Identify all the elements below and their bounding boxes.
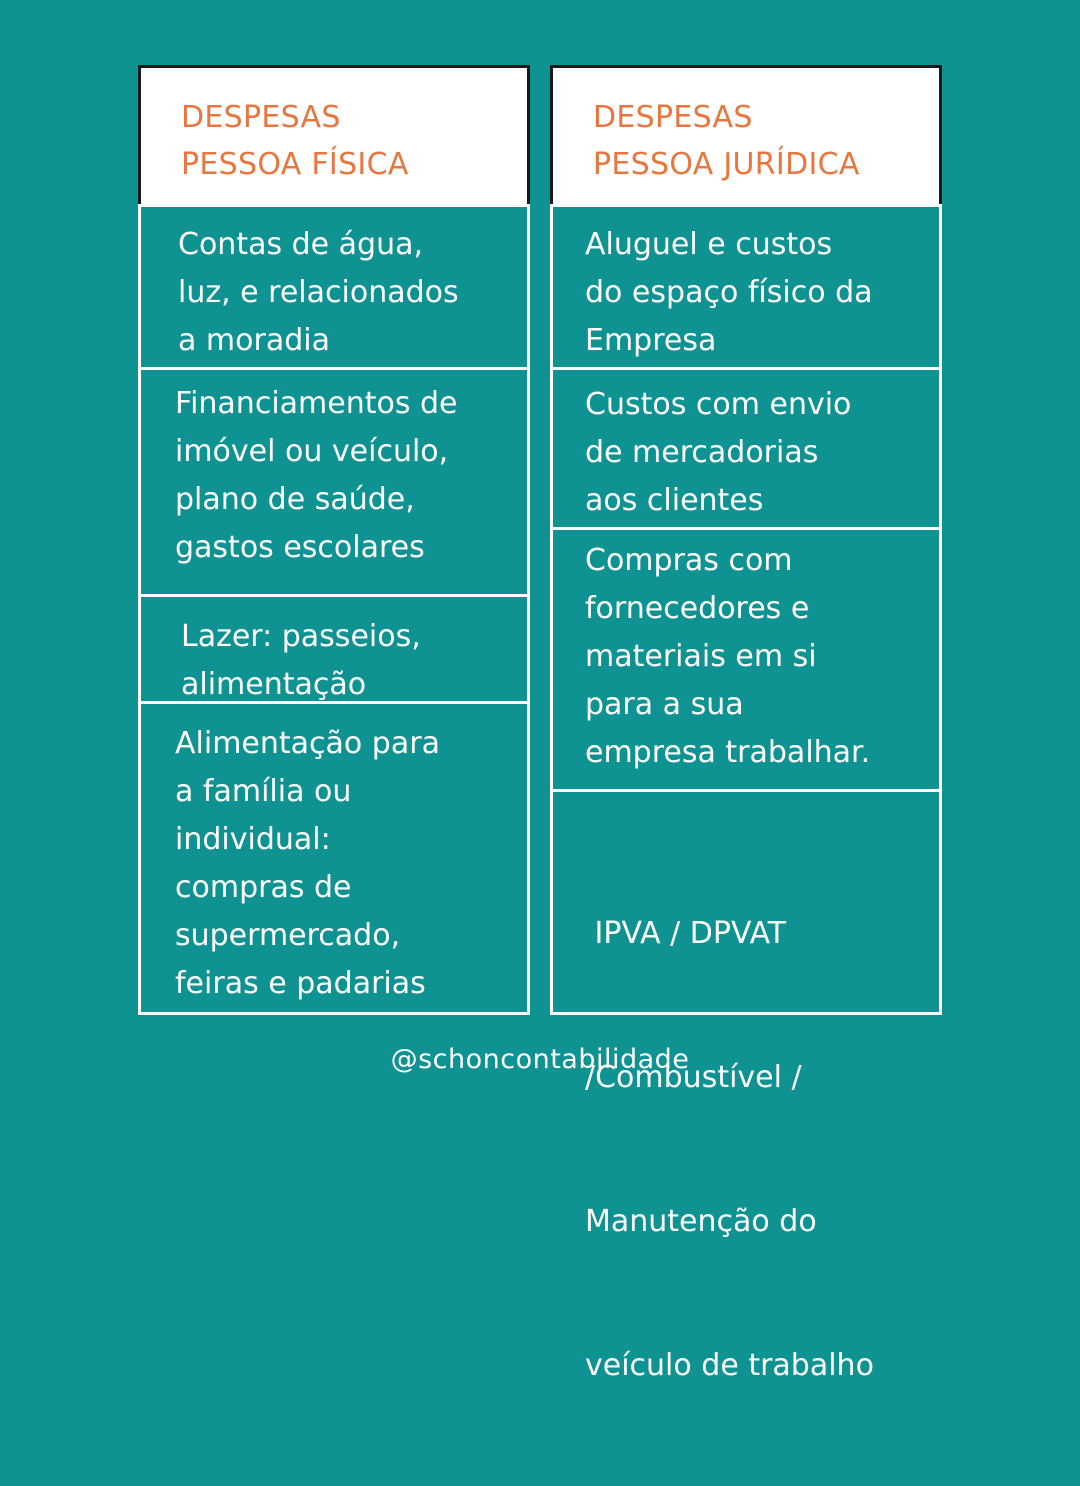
expense-item (138, 204, 530, 370)
item-line: veículo de trabalho (585, 1348, 874, 1383)
column-header (138, 65, 530, 207)
column-pessoa-juridica (550, 65, 942, 1383)
item-line: luz, e relacionados (178, 275, 459, 310)
item-line: materiais em si (585, 639, 817, 674)
item-line: a moradia (178, 323, 330, 358)
item-line: empresa trabalhar. (585, 735, 871, 770)
item-line: Alimentação para (175, 726, 440, 761)
item-line: plano de saúde, (175, 482, 415, 517)
item-line: supermercado, (175, 918, 401, 953)
column-header (550, 65, 942, 207)
item-line: para a sua (585, 687, 744, 722)
item-line: Contas de água, (178, 227, 424, 262)
header-line: PESSOA JURÍDICA (593, 147, 860, 182)
item-line: alimentação (181, 667, 367, 702)
item-line: do espaço físico da (585, 275, 873, 310)
expense-item (550, 789, 942, 1383)
item-line: a família ou (175, 774, 352, 809)
item-line: individual: (175, 822, 331, 857)
item-line: Compras com (585, 543, 793, 578)
instagram-handle: @schoncontabilidade (390, 1044, 690, 1075)
item-line: Financiamentos de (175, 386, 458, 421)
item-line: Empresa (585, 323, 717, 358)
item-line: imóvel ou veículo, (175, 434, 449, 469)
header-line: PESSOA FÍSICA (181, 147, 409, 182)
item-line: gastos escolares (175, 530, 425, 565)
expense-item (138, 594, 530, 704)
expense-item (138, 701, 530, 1015)
header-line: DESPESAS (181, 100, 341, 135)
item-line: Custos com envio (585, 387, 852, 422)
item-line: IPVA / DPVAT (585, 916, 787, 951)
item-line: /Combustível / (585, 1060, 802, 1095)
expense-item (138, 367, 530, 597)
expense-item (550, 527, 942, 792)
expense-item (550, 367, 942, 530)
item-line: fornecedores e (585, 591, 810, 626)
item-line: feiras e padarias (175, 966, 426, 1001)
item-line: Manutenção do (585, 1204, 817, 1239)
item-line: Lazer: passeios, (181, 619, 421, 654)
item-line: Aluguel e custos (585, 227, 833, 262)
column-pessoa-fisica (138, 65, 530, 1001)
expense-item (550, 204, 942, 370)
item-line: compras de (175, 870, 352, 905)
header-line: DESPESAS (593, 100, 753, 135)
item-line: de mercadorias (585, 435, 819, 470)
item-line: aos clientes (585, 483, 764, 518)
